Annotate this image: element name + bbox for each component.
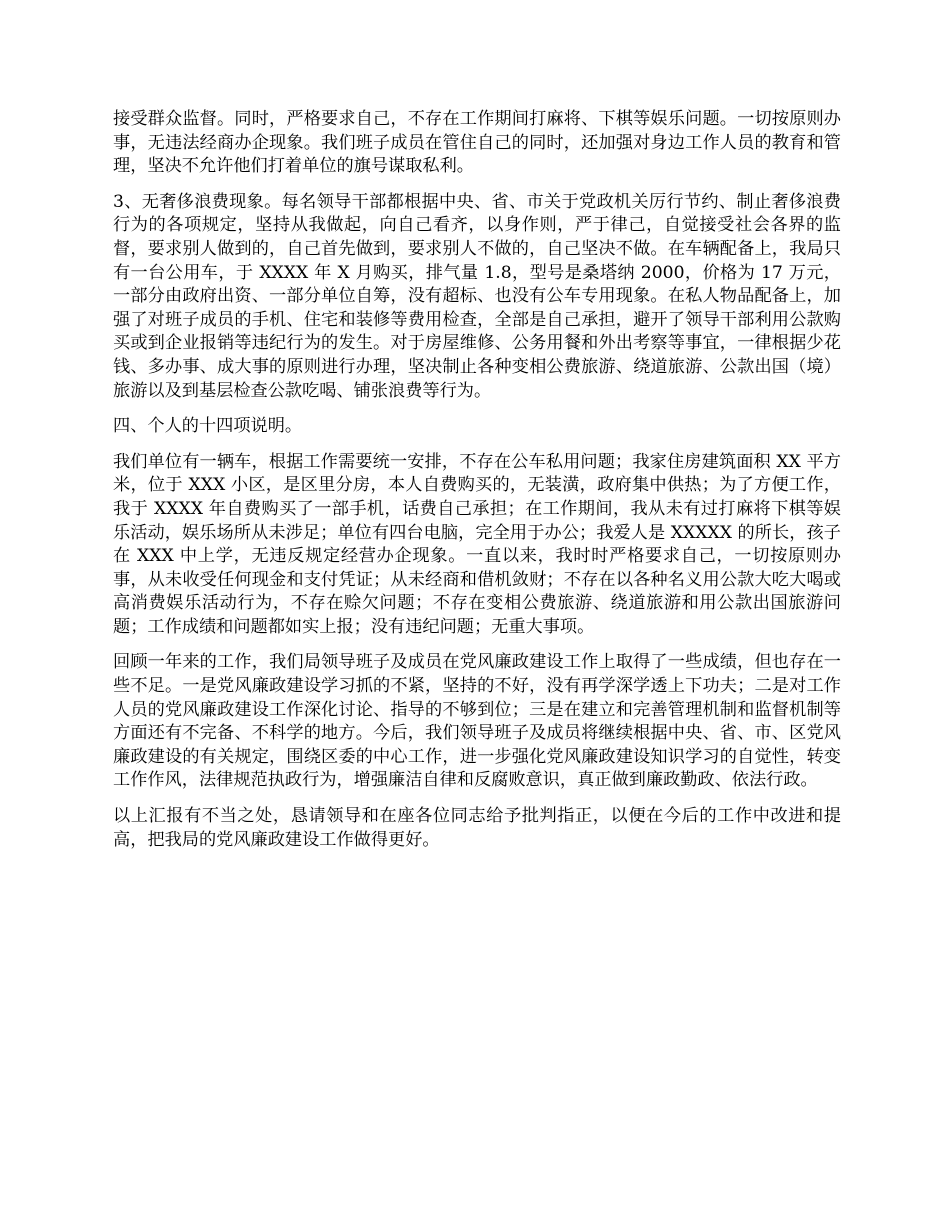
- section-heading-personal-statement: 四、个人的十四项说明。: [113, 416, 303, 437]
- document-page: [113, 108, 841, 864]
- paragraph-no-extravagance: 3、无奢侈浪费现象。每名领导干部都根据中央、省、市关于党政机关厉行节约、制止奢侈浪费行为的各项规定，坚持从我做起，向自己看齐，以身作则，严于律己，自觉接受社会各界的监督，要求别人做到的，自己首先做到，要求别人不做的，自己坚决不做。在车辆配备上，我局只有一台公用车，于 XXXX 年 X 月购买，排气量 1.8，型号是桑塔纳 2000，价格为 17 万元，一部分由政府出资、一部分单位自筹，没有超标、也没有公车专用现象。在私人物品配备上，加强了对班子成员的手机、住宅和装修等费用检查，全部是自己承担，避开了领导干部利用公款购买或到企业报销等违纪行为的发生。对于房屋维修、公务用餐和外出考察等事宜，一律根据少花钱、多办事、成大事的原则进行办理，坚决制止各种变相公费旅游、绕道旅游、公款出国（境）旅游以及到基层检查公款吃喝、铺张浪费等行为。: [113, 191, 841, 401]
- paragraph-personal-statement: 我们单位有一辆车，根据工作需要统一安排，不存在公车私用问题；我家住房建筑面积 XX 平方米，位于 XXX 小区，是区里分房，本人自费购买的，无装潢，政府集中供热；为了方便工作，我于 XXXX 年自费购买了一部手机，话费自己承担；在工作期间，我从未有过打麻将下棋等娱乐活动，娱乐场所从未涉足；单位有四台电脑，完全用于办公；我爱人是 XXXXX 的所长，孩子在 XXX 中上学，无违反规定经营办企现象。一直以来，我时时严格要求自己，一切按原则办事，从未收受任何现金和支付凭证；从未经商和借机敛财；不存在以各种名义用公款大吃大喝或高消费娱乐活动行为，不存在赊欠问题；不存在变相公费旅游、绕道旅游和用公款出国旅游问题；工作成绩和问题都如实上报；没有违纪问题；无重大事项。: [113, 451, 841, 637]
- paragraph-review: 回顾一年来的工作，我们局领导班子及成员在党风廉政建设工作上取得了一些成绩，但也存在一些不足。一是党风廉政建设学习抓的不紧，坚持的不好，没有再学深学透上下功夫；二是对工作人员的党风廉政建设工作深化讨论、指导的不够到位；三是在建立和完善管理机制和监督机制等方面还有不完备、不科学的地方。今后，我们领导班子及成员将继续根据中央、省、市、区党风廉政建设的有关规定，围绕区委的中心工作，进一步强化党风廉政建设知识学习的自觉性，转变工作作风，法律规范执政行为，增强廉洁自律和反腐败意识，真正做到廉政勤政、依法行政。: [113, 652, 841, 791]
- paragraph-closing: 以上汇报有不当之处，恳请领导和在座各位同志给予批判指正，以便在今后的工作中改进和提高，把我局的党风廉政建设工作做得更好。: [113, 806, 841, 850]
- paragraph-supervision: 接受群众监督。同时，严格要求自己，不存在工作期间打麻将、下棋等娱乐问题。一切按原则办事，无违法经商办企现象。我们班子成员在管住自己的同时，还加强对身边工作人员的教育和管理，坚决不允许他们打着单位的旗号谋取私利。: [113, 109, 841, 177]
